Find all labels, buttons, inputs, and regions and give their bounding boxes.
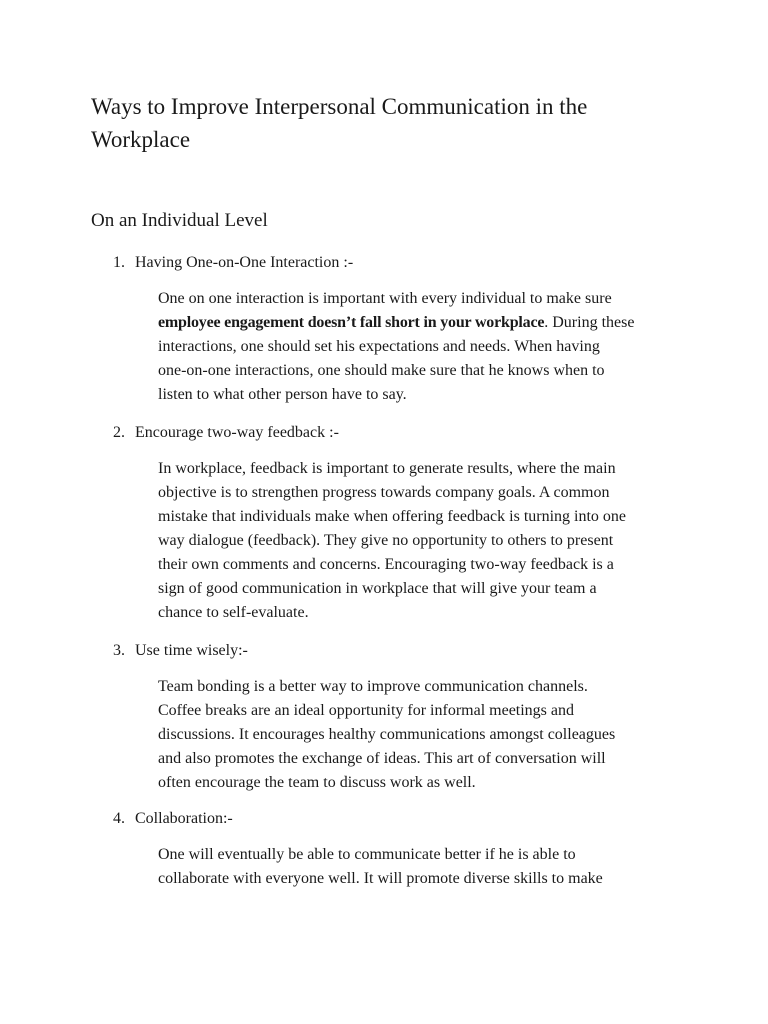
list-item-heading-text: Encourage two-way feedback :- [135,424,339,441]
list-item-heading [113,639,693,663]
list-item-body [158,675,688,795]
body-line: interactions, one should set his expectations and needs. When having [158,338,600,355]
body-line: Coffee breaks are an ideal opportunity for informal meetings and [158,702,575,719]
list-item-number: 2. [113,424,125,441]
list-item-body [158,287,688,407]
list-item-heading-text: Use time wisely:- [135,642,248,659]
body-line: Team bonding is a better way to improve communication channels. [158,678,588,695]
body-line: One will eventually be able to communicate better if he is able to [158,846,576,863]
list-item-one-on-one [113,251,693,403]
list-item-heading [113,807,693,831]
list-item-heading-text: Collaboration:- [135,810,233,827]
document-title-line: Ways to Improve Interpersonal Communication in the [91,94,588,119]
body-line: One on one interaction is important with every individual to make sure [158,290,612,307]
list-item-use-time-wisely [113,639,693,791]
body-line: mistake that individuals make when offering feedback is turning into one [158,508,627,525]
list-item-two-way-feedback [113,421,693,621]
body-line: chance to self-evaluate. [158,604,309,621]
document-title-line: Workplace [91,127,191,152]
body-line: their own comments and concerns. Encouraging two-way feedback is a [158,556,614,573]
body-line: In workplace, feedback is important to generate results, where the main [158,460,616,477]
list-item-body [158,843,688,891]
document-title [91,90,651,156]
body-line: collaborate with everyone well. It will promote diverse skills to make [158,870,603,887]
body-line-rest: . During these [544,314,635,331]
body-line: sign of good communication in workplace that will give your team a [158,580,597,597]
body-line: often encourage the team to discuss work as well. [158,774,476,791]
list-item-body [158,457,688,625]
body-line: one-on-one interactions, one should make sure that he knows when to [158,362,605,379]
list-item-heading [113,421,693,445]
body-line: discussions. It encourages healthy communications amongst colleagues [158,726,616,743]
body-line: objective is to strengthen progress towards company goals. A common [158,484,610,501]
highlighted-phrase: employee engagement doesn’t fall short in your workplace [158,314,545,331]
list-item-heading-text: Having One-on-One Interaction :- [135,254,354,271]
body-line: and also promotes the exchange of ideas. This art of conversation will [158,750,606,767]
body-line: listen to what other person have to say. [158,386,407,403]
list-item-number: 4. [113,810,125,827]
list-item-heading [113,251,693,275]
list-item-number: 1. [113,254,125,271]
section-heading: On an Individual Level [91,210,268,231]
body-line: way dialogue (feedback). They give no opportunity to others to present [158,532,614,549]
body-line [158,311,688,335]
list-item-collaboration [113,807,693,887]
list-item-number: 3. [113,642,125,659]
